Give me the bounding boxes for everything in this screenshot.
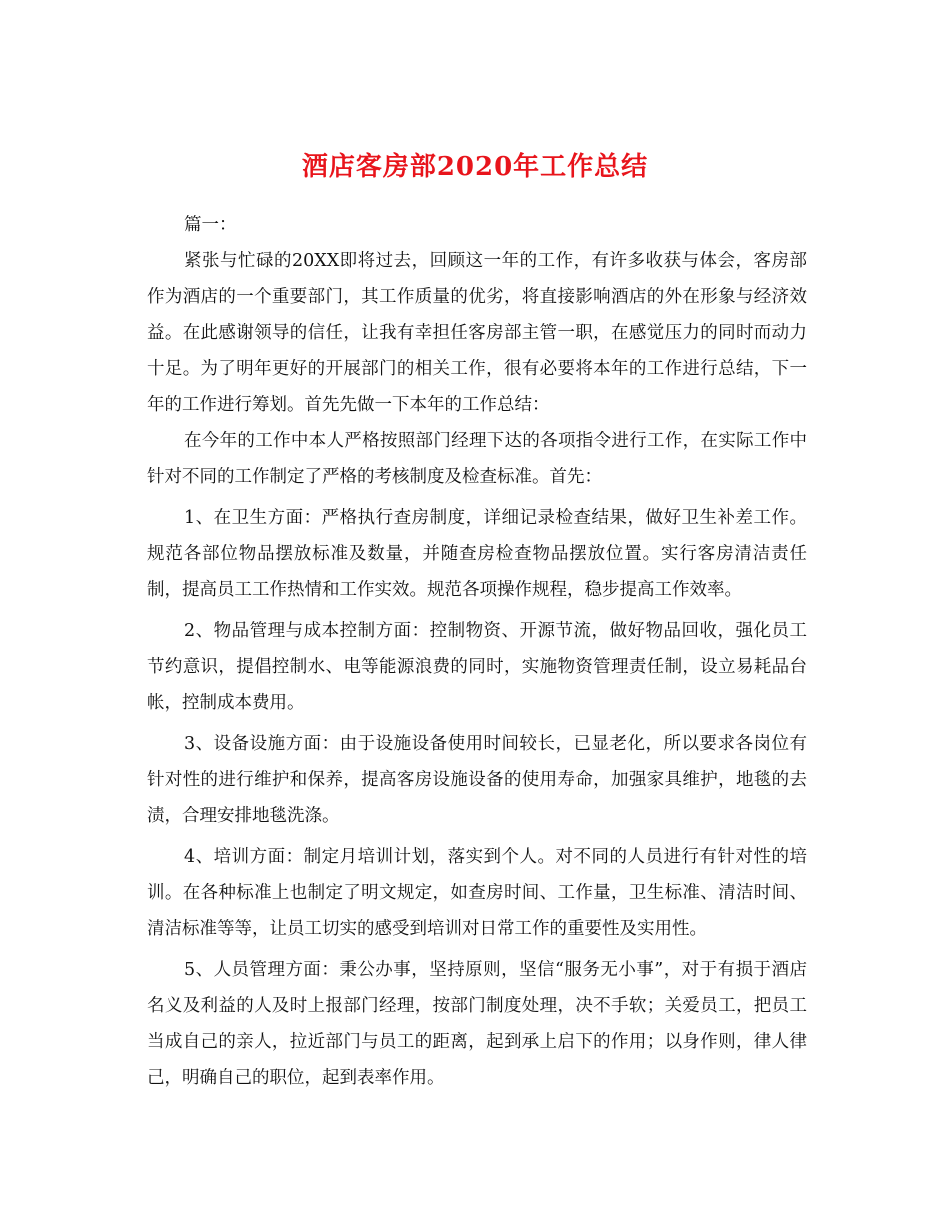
paragraph-overview: 在今年的工作中本人严格按照部门经理下达的各项指令进行工作，在实际工作中针对不同的工作制定了严格的考核制度及检查标准。首先： bbox=[147, 431, 807, 487]
paragraph-facilities: 3、设备设施方面：由于设施设备使用时间较长，已显老化，所以要求各岗位有针对性的进行维护和保养，提高客房设施设备的使用寿命，加强家具维护，地毯的去渍，合理安排地毯洗涤。 bbox=[147, 734, 807, 826]
paragraph-training: 4、培训方面：制定月培训计划，落实到个人。对不同的人员进行有针对性的培训。在各种标准上也制定了明文规定，如查房时间、工作量，卫生标准、清洁时间、清洁标准等等，让员工切实的感受到培训对日常工作的重要性及实用性。 bbox=[147, 847, 807, 939]
paragraph-staff-management: 5、人员管理方面：秉公办事，坚持原则，坚信“服务无小事”，对于有损于酒店名义及利益的人及时上报部门经理，按部门制度处理，决不手软；关爱员工，把员工当成自己的亲人，拉近部门与员工的距离，起到承上启下的作用；以身作则，律人律己，明确自己的职位，起到表率作用。 bbox=[147, 960, 807, 1088]
document-title: 酒店客房部2020年工作总结 bbox=[301, 152, 649, 183]
paragraph-hygiene: 1、在卫生方面：严格执行查房制度，详细记录检查结果，做好卫生补差工作。规范各部位物品摆放标准及数量，并随查房检查物品摆放位置。实行客房清洁责任制，提高员工工作热情和工作实效。规范各项操作规程，稳步提高工作效率。 bbox=[147, 508, 807, 600]
paragraph-intro: 紧张与忙碌的20XX即将过去，回顾这一年的工作，有许多收获与体会，客房部作为酒店的一个重要部门，其工作质量的优劣，将直接影响酒店的外在形象与经济效益。在此感谢领导的信任，让我有幸担任客房部主管一职，在感觉压力的同时而动力十足。为了明年更好的开展部门的相关工作，很有必要将本年的工作进行总结，下一年的工作进行筹划。首先先做一下本年的工作总结： bbox=[147, 251, 807, 415]
section-heading: 篇一： bbox=[184, 215, 237, 235]
paragraph-cost-control: 2、物品管理与成本控制方面：控制物资、开源节流，做好物品回收，强化员工节约意识，提倡控制水、电等能源浪费的同时，实施物资管理责任制，设立易耗品台帐，控制成本费用。 bbox=[147, 621, 807, 713]
document-body bbox=[147, 207, 807, 1096]
